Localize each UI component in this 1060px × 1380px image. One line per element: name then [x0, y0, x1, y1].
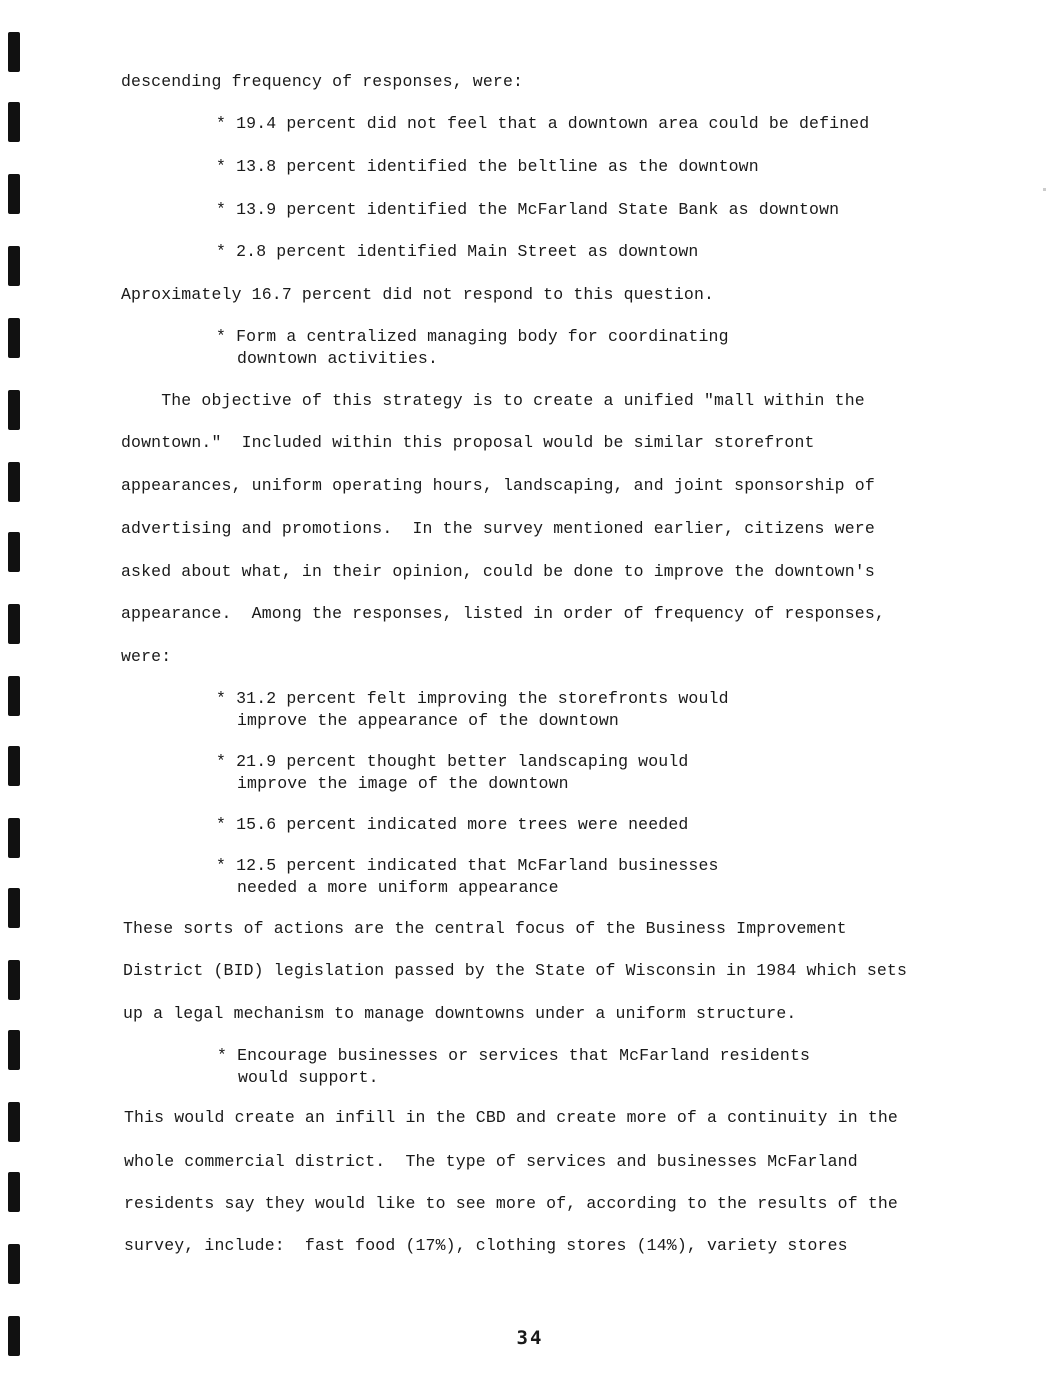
binder-hole — [8, 1244, 20, 1284]
bullet-item-continuation: improve the appearance of the downtown — [237, 711, 619, 730]
binder-hole — [8, 318, 20, 358]
binder-hole — [8, 246, 20, 286]
text-line: survey, include: fast food (17%), clothing stores (14%), variety stores — [124, 1236, 848, 1255]
scan-speck — [1043, 188, 1046, 191]
bullet-item: * 13.9 percent identified the McFarland State Bank as downtown — [216, 200, 840, 219]
text-line: asked about what, in their opinion, could be done to improve the downtown's — [121, 562, 875, 581]
binder-hole — [8, 676, 20, 716]
binder-hole — [8, 102, 20, 142]
text-line: residents say they would like to see more of, according to the results of the — [124, 1194, 898, 1213]
text-line: Aproximately 16.7 percent did not respond to this question. — [121, 285, 715, 304]
binder-hole — [8, 532, 20, 572]
text-line: were: — [121, 647, 172, 666]
text-line: advertising and promotions. In the survey mentioned earlier, citizens were — [121, 519, 875, 538]
binder-hole — [8, 960, 20, 1000]
bullet-item: * 13.8 percent identified the beltline as the downtown — [216, 157, 759, 176]
bullet-item: * 19.4 percent did not feel that a downtown area could be defined — [216, 114, 870, 133]
text-line: This would create an infill in the CBD and create more of a continuity in the — [124, 1108, 898, 1127]
bullet-item-continuation: would support. — [238, 1068, 379, 1087]
text-line: appearance. Among the responses, listed in order of frequency of responses, — [121, 604, 885, 623]
text-line: These sorts of actions are the central focus of the Business Improvement — [123, 919, 847, 938]
bullet-item-continuation: needed a more uniform appearance — [237, 878, 559, 897]
binder-holes — [8, 0, 22, 1380]
text-line: appearances, uniform operating hours, landscaping, and joint sponsorship of — [121, 476, 875, 495]
binder-hole — [8, 818, 20, 858]
bullet-item: * 12.5 percent indicated that McFarland businesses — [216, 856, 719, 875]
text-line: up a legal mechanism to manage downtowns under a uniform structure. — [123, 1004, 797, 1023]
bullet-item-continuation: downtown activities. — [237, 349, 439, 368]
bullet-item-continuation: improve the image of the downtown — [237, 774, 569, 793]
bullet-item: * Form a centralized managing body for coordinating — [216, 327, 729, 346]
binder-hole — [8, 1030, 20, 1070]
bullet-item: * 2.8 percent identified Main Street as downtown — [216, 242, 699, 261]
text-line: downtown." Included within this proposal would be similar storefront — [121, 433, 815, 452]
bullet-item: * 21.9 percent thought better landscaping would — [216, 752, 689, 771]
text-line: descending frequency of responses, were: — [121, 72, 524, 91]
binder-hole — [8, 888, 20, 928]
text-line: whole commercial district. The type of services and businesses McFarland — [124, 1152, 858, 1171]
binder-hole — [8, 1102, 20, 1142]
bullet-item: * 15.6 percent indicated more trees were needed — [216, 815, 689, 834]
binder-hole — [8, 1172, 20, 1212]
binder-hole — [8, 174, 20, 214]
binder-hole — [8, 462, 20, 502]
text-line: District (BID) legislation passed by the State of Wisconsin in 1984 which sets — [123, 961, 908, 980]
binder-hole — [8, 390, 20, 430]
text-line: The objective of this strategy is to create a unified "mall within the — [121, 391, 865, 410]
bullet-item: * Encourage businesses or services that McFarland residents — [217, 1046, 811, 1065]
bullet-item: * 31.2 percent felt improving the storefronts would — [216, 689, 729, 708]
page-number: 34 — [516, 1327, 544, 1349]
binder-hole — [8, 604, 20, 644]
binder-hole — [8, 746, 20, 786]
binder-hole — [8, 32, 20, 72]
